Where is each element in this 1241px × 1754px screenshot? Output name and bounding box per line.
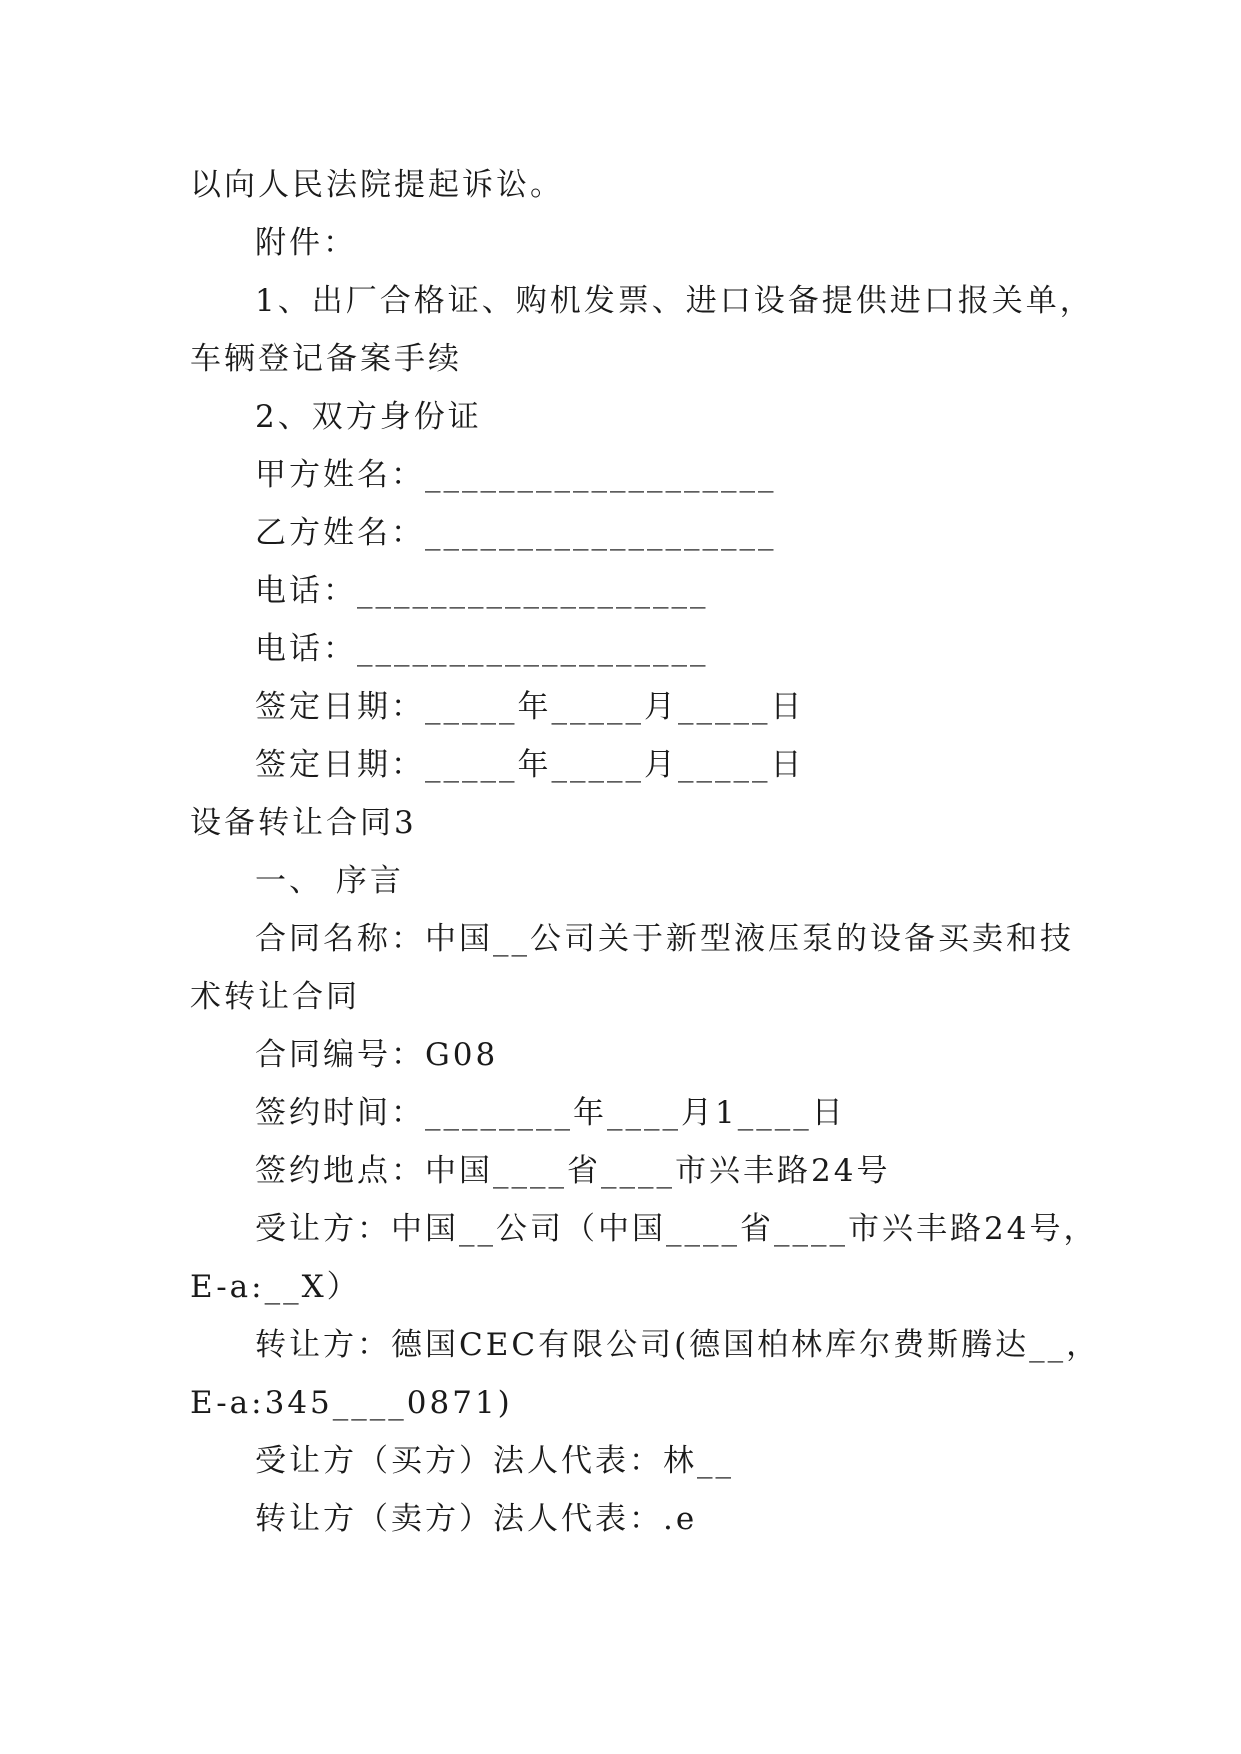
attachments-heading: 附件： bbox=[255, 225, 357, 261]
seller-legal-representative-line: 转让方（卖方）法人代表：.e bbox=[255, 1501, 698, 1537]
buyer-legal-representative-line: 受让方（买方）法人代表：林__ bbox=[255, 1443, 734, 1479]
signing-place-line: 签约地点：中国____省____市兴丰路24号 bbox=[255, 1153, 891, 1189]
contract-name-line: 合同名称：中国__公司关于新型液压泵的设备买卖和技 bbox=[255, 921, 1074, 957]
signing-date-field-2: 签定日期：_____年_____月_____日 bbox=[255, 747, 805, 783]
signing-time-line: 签约时间：________年____月1____日 bbox=[255, 1095, 846, 1131]
contract-name-line-continued: 术转让合同 bbox=[190, 979, 360, 1015]
section-preface-heading: 一、 序言 bbox=[255, 863, 404, 899]
contract-number-line: 合同编号：G08 bbox=[255, 1037, 499, 1073]
assignor-line: 转让方：德国CEC有限公司(德国柏林库尔费斯腾达__， bbox=[255, 1327, 1101, 1363]
assignor-line-continued: E-a:345____0871) bbox=[190, 1385, 513, 1421]
phone-field-1: 电话：___________________ bbox=[255, 573, 709, 609]
party-a-name-field: 甲方姓名：___________________ bbox=[255, 457, 777, 493]
party-b-name-field: 乙方姓名：___________________ bbox=[255, 515, 777, 551]
contract-3-title: 设备转让合同3 bbox=[190, 805, 417, 841]
assignee-line-continued: E-a:__X） bbox=[190, 1269, 361, 1305]
phone-field-2: 电话：___________________ bbox=[255, 631, 709, 667]
attachment-item-1: 1、出厂合格证、购机发票、进口设备提供进口报关单， bbox=[255, 283, 1094, 319]
attachment-item-2: 2、双方身份证 bbox=[255, 399, 482, 435]
signing-date-field-1: 签定日期：_____年_____月_____日 bbox=[255, 689, 805, 725]
paragraph-lawsuit-end: 以向人民法院提起诉讼。 bbox=[190, 167, 564, 203]
attachment-item-1-continued: 车辆登记备案手续 bbox=[190, 341, 462, 377]
assignee-line: 受让方：中国__公司（中国____省____市兴丰路24号， bbox=[255, 1211, 1098, 1247]
